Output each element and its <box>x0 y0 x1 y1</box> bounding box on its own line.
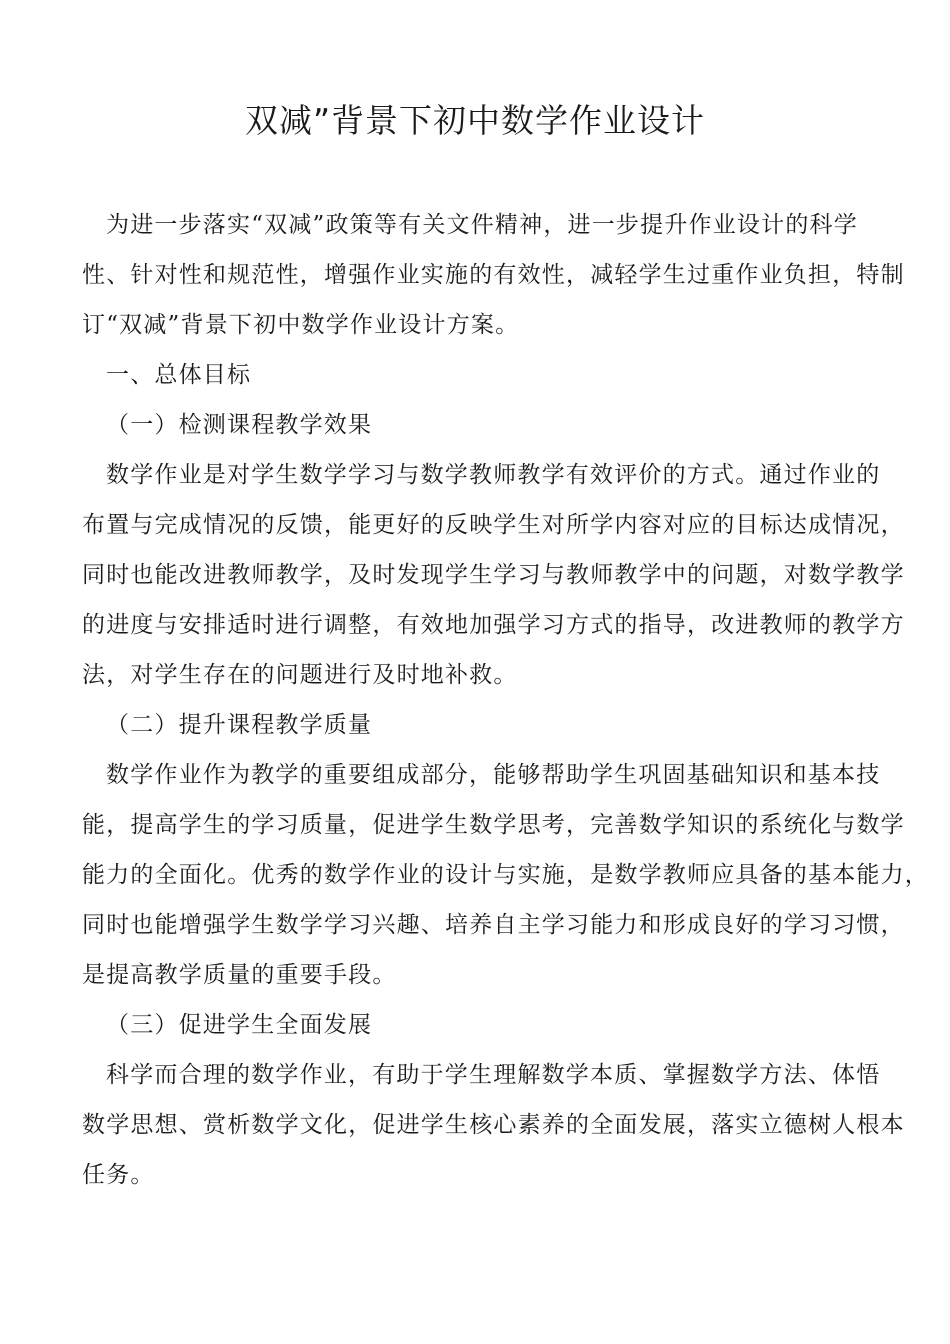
text-line: 科学而合理的数学作业，有助于学生理解数学本质、掌握数学方法、体悟 <box>106 1062 881 1088</box>
text-line: 数学作业是对学生数学学习与数学教师教学有效评价的方式。通过作业的 <box>106 462 881 488</box>
text-line: 数学思想、赏析数学文化，促进学生核心素养的全面发展，落实立德树人根本 <box>82 1112 905 1138</box>
text-line: 任务。 <box>82 1162 155 1188</box>
section-heading-overall-goals <box>82 350 878 400</box>
text-line: 能，提高学生的学习质量，促进学生数学思考，完善数学知识的系统化与数学 <box>82 812 905 838</box>
heading-line: （二）提升课程教学质量 <box>106 712 373 738</box>
text-line: 能力的全面化。优秀的数学作业的设计与实施，是数学教师应具备的基本能力， <box>82 862 929 888</box>
subheading-2 <box>82 700 878 750</box>
text-line: 同时也能改进教师教学，及时发现学生学习与教师教学中的问题，对数学教学 <box>82 562 905 588</box>
text-line: 布置与完成情况的反馈，能更好的反映学生对所学内容对应的目标达成情况， <box>82 512 905 538</box>
text-line: 为进一步落实“双减”政策等有关文件精神，进一步提升作业设计的科学 <box>106 212 858 238</box>
document-body <box>82 200 929 1200</box>
document-title: 双减”背景下初中数学作业设计 <box>244 101 706 140</box>
text-line: 同时也能增强学生数学学习兴趣、培养自主学习能力和形成良好的学习习惯， <box>82 912 905 938</box>
paragraph-1 <box>82 450 905 700</box>
text-line: 是提高教学质量的重要手段。 <box>82 962 397 988</box>
paragraph-intro <box>82 200 905 350</box>
paragraph-3 <box>82 1050 905 1200</box>
subheading-3 <box>82 1000 878 1050</box>
subheading-1 <box>82 400 878 450</box>
heading-line: 一、总体目标 <box>106 362 252 388</box>
text-line: 订“双减”背景下初中数学作业设计方案。 <box>82 312 520 338</box>
text-line: 性、针对性和规范性，增强作业实施的有效性，减轻学生过重作业负担，特制 <box>82 262 905 288</box>
text-line: 数学作业作为教学的重要组成部分，能够帮助学生巩固基础知识和基本技 <box>106 762 881 788</box>
paragraph-2 <box>82 750 929 1000</box>
text-line: 的进度与安排适时进行调整，有效地加强学习方式的指导，改进教师的教学方 <box>82 612 905 638</box>
text-line: 法，对学生存在的问题进行及时地补救。 <box>82 662 518 688</box>
heading-line: （三）促进学生全面发展 <box>106 1012 373 1038</box>
heading-line: （一）检测课程教学效果 <box>106 412 373 438</box>
